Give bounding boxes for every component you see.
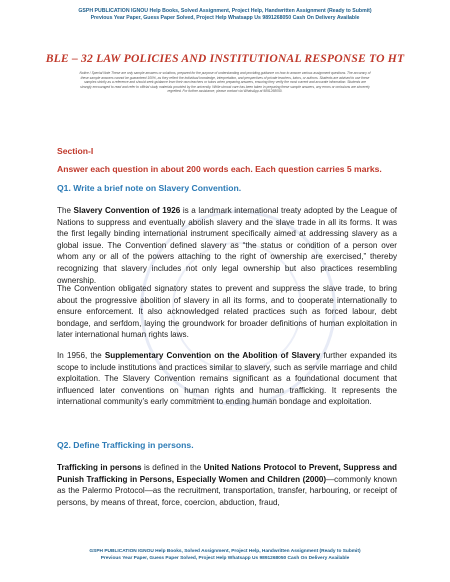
footer-line-1: GSPH PUBLICATION IGNOU Help Books, Solved Assignment, Project Help, Handwritten Assignment (Ready to Submit) [89,549,361,554]
disclaimer-notice: Notice / Special Note These are only sample answers or solutions, prepared for the purpose of understanding and providing guidance on how to answer various assignment questions. The accuracy of these sample answers cannot be guaranteed 100%, as they reflect the individual knowledge, interpretation, and perspectives of private teachers, tutors, or authors. Students are advised to use these samples strictly as a reference and should seek guidance from their own teachers or tutors when preparing answers, ensuring they verify the most current and accurate information. Students are strongly encouraged to read and refer to official study materials provided by the university. While utmost care has been taken in preparing these sample answers, any errors or omissions are sincerely regretted. For further assistance, please contact via WhatsApp at 9891268050. [79,71,371,94]
section-label: Section-I [57,146,94,156]
page-header [0,8,450,22]
q2-p1-bold2: United Nations Protocol to Prevent, Suppress and Punish Trafficking in Persons, Especially Women and Children (2000) [57,463,397,484]
header-line-1: GSPH PUBLICATION IGNOU Help Books, Solved Assignment, Project Help, Handwritten Assignment (Ready to Submit) [78,8,372,14]
q1-paragraph-3 [57,350,397,408]
q2-p1-mid: is defined in the [141,463,204,472]
question-1-heading: Q1. Write a brief note on Slavery Convention. [57,183,242,193]
header-line-2: Previous Year Paper, Guess Paper Solved, Project Help Whatsapp Us 9891268050 Cash On Delivery Available [90,15,360,21]
question-2-heading: Q2. Define Trafficking in persons. [57,440,194,450]
footer-line-2: Previous Year Paper, Guess Paper Solved, Project Help Whatsapp Us 9891268050 Cash On Delivery Available [100,556,350,561]
q1-p1-bold: Slavery Convention of 1926 [73,206,181,215]
q1-p3-pre: In 1956, the [57,351,105,360]
q1-p1-pre: The [57,206,74,215]
instruction-text: Answer each question in about 200 words each. Each question carries 5 marks. [57,164,382,174]
q1-p1-post: is a landmark international treaty adopted by the League of Nations to suppress and eventually abolish slavery and the slave trade in all its forms. It was the first legally binding international instrument specifically aimed at addressing slavery as a global issue. The Convention defined slavery as “the status or condition of a person over whom any or all of the powers attaching to the right of ownership are exercised,” thereby recognizing that slavery includes not only legal ownership but also practices resembling ownership. [57,206,397,285]
document-title: BLE – 32 LAW POLICIES AND INSTITUTIONAL RESPONSE TO HT [45,52,405,65]
q1-p3-post: further expanded its scope to include institutions and practices similar to slavery, such as servile marriage and child exploitation. The Slavery Convention remains significant as a foundational document that influenced later conventions on human rights and human trafficking. It represents the international community’s early commitment to ending human bondage and exploitation. [57,351,397,407]
q2-p1-post: —commonly known as the Palermo Protocol—as the recruitment, transportation, transfer, harbouring, or receipt of persons, by means of threat, force, coercion, abduction, fraud, [57,474,397,507]
q1-paragraph-1 [57,205,397,286]
page-footer [0,548,450,562]
q2-paragraph-1 [57,462,397,508]
q1-paragraph-2: The Convention obligated signatory states to prevent and suppress the slave trade, to bring about the progressive abolition of slavery in all its forms, and to cooperate internationally to ensure enforcement. It also acknowledged related practices such as forced labour, debt bondage, and serfdom, laying the groundwork for broader definitions of human exploitation in later international human rights laws. [57,284,397,340]
q1-p3-bold: Supplementary Convention on the Abolition of Slavery [104,351,321,360]
q2-p1-bold1: Trafficking in persons [57,463,142,472]
